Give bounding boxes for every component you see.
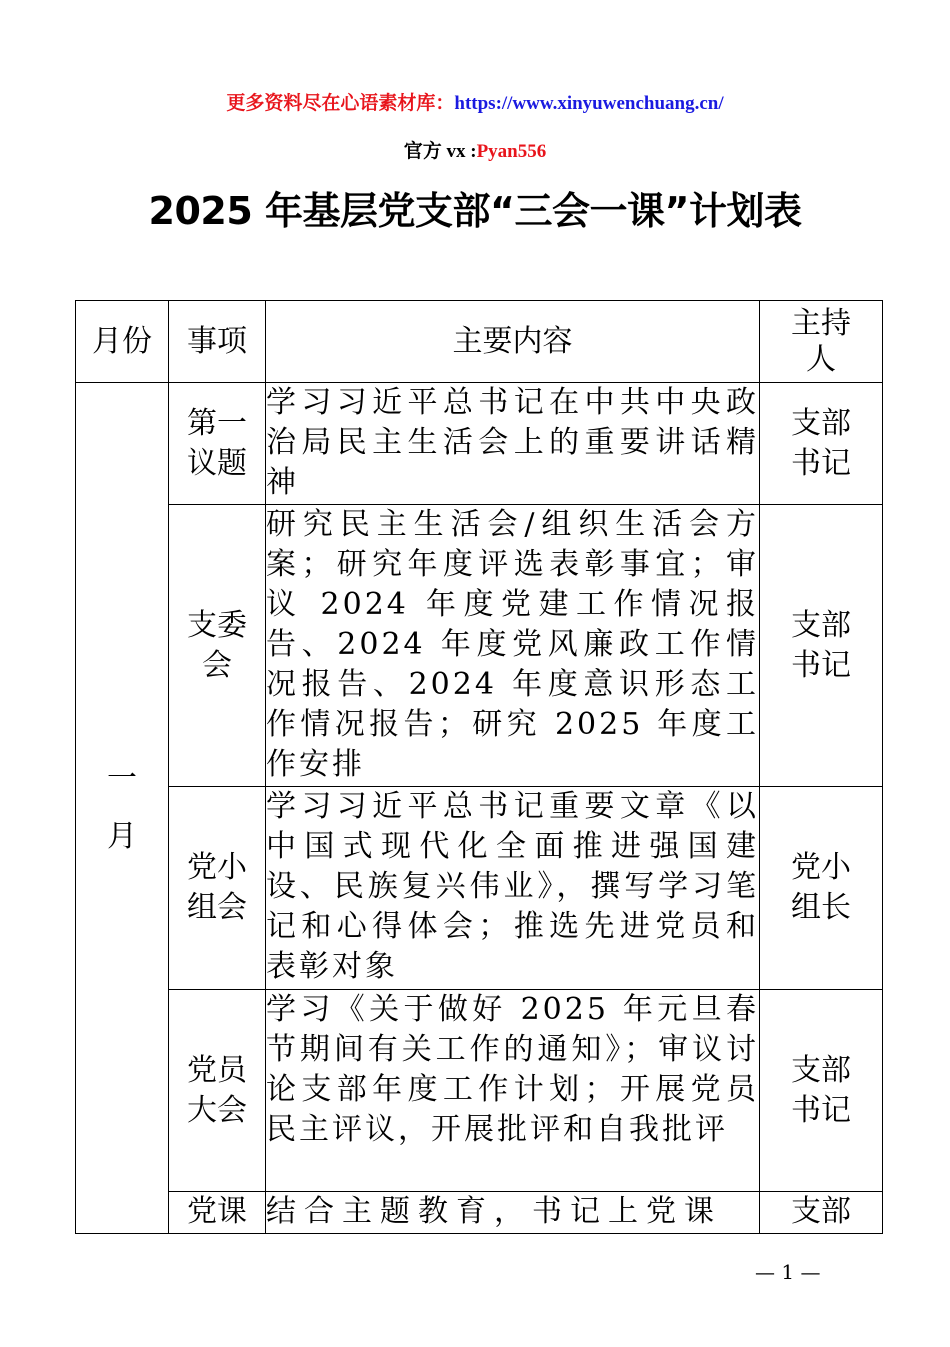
host-label: 支部 [791, 1194, 851, 1229]
item-cell [169, 505, 266, 787]
header-item: 事项 [169, 301, 266, 383]
item-cell [169, 383, 266, 505]
table-row [76, 383, 883, 505]
item-label: 党课 [187, 1194, 247, 1229]
header-content: 主要内容 [266, 301, 760, 383]
plan-table [75, 300, 883, 1234]
month-cell [76, 383, 169, 1234]
table-row [76, 787, 883, 990]
item-label: 第一议题 [187, 405, 247, 481]
host-cell [760, 787, 883, 990]
header-host [760, 301, 883, 383]
page-number: — 1 — [755, 1260, 821, 1284]
wechat-id: Pyan556 [476, 141, 547, 162]
item-cell [169, 1192, 266, 1234]
promo-url-link[interactable]: https://www.xinyuwenchuang.cn/ [454, 93, 724, 114]
table-row [76, 1192, 883, 1234]
month-label: 一月 [107, 761, 137, 854]
item-cell [169, 990, 266, 1192]
host-label: 党小组长 [791, 850, 851, 925]
content-cell: 学习习近平总书记在中共中央政治局民主生活会上的重要讲话精神 [266, 383, 760, 505]
content-cell: 研究民主生活会/组织生活会方案；研究年度评选表彰事宜；审议 2024 年度党建工作情况报告、2024 年度党风廉政工作情况报告、2024 年度意识形态工作情况报告；研究 2025 年度工作安排 [266, 505, 760, 787]
host-cell [760, 1192, 883, 1234]
host-cell [760, 383, 883, 505]
item-label: 党小组会 [187, 850, 247, 925]
content-cell: 学习习近平总书记重要文章《以中国式现代化全面推进强国建设、民族复兴伟业》，撰写学习笔记和心得体会；推选先进党员和表彰对象 [266, 787, 760, 990]
table-header-row [76, 301, 883, 383]
header-host-label: 主持人 [791, 305, 851, 377]
header-month: 月份 [76, 301, 169, 383]
table-row [76, 505, 883, 787]
content-cell: 学习《关于做好 2025 年元旦春节期间有关工作的通知》；审议讨论支部年度工作计划；开展党员民主评议，开展批评和自我批评 [266, 990, 760, 1192]
host-cell [760, 990, 883, 1192]
table-row [76, 990, 883, 1192]
item-label: 支委会 [187, 607, 247, 683]
promo-text: 更多资料尽在心语素材库： [226, 93, 455, 114]
wechat-label: 官方 vx : [403, 141, 477, 162]
content-cell: 结合主题教育，书记上党课 [266, 1192, 760, 1234]
host-label: 支部书记 [791, 405, 851, 481]
item-label: 党员大会 [187, 1052, 247, 1128]
wechat-line [0, 136, 950, 163]
host-label: 支部书记 [791, 607, 851, 683]
document-title: 2025 年基层党支部“三会一课”计划表 [148, 189, 802, 233]
host-cell [760, 505, 883, 787]
host-label: 支部书记 [791, 1052, 851, 1128]
promo-line [0, 88, 950, 115]
item-cell [169, 787, 266, 990]
